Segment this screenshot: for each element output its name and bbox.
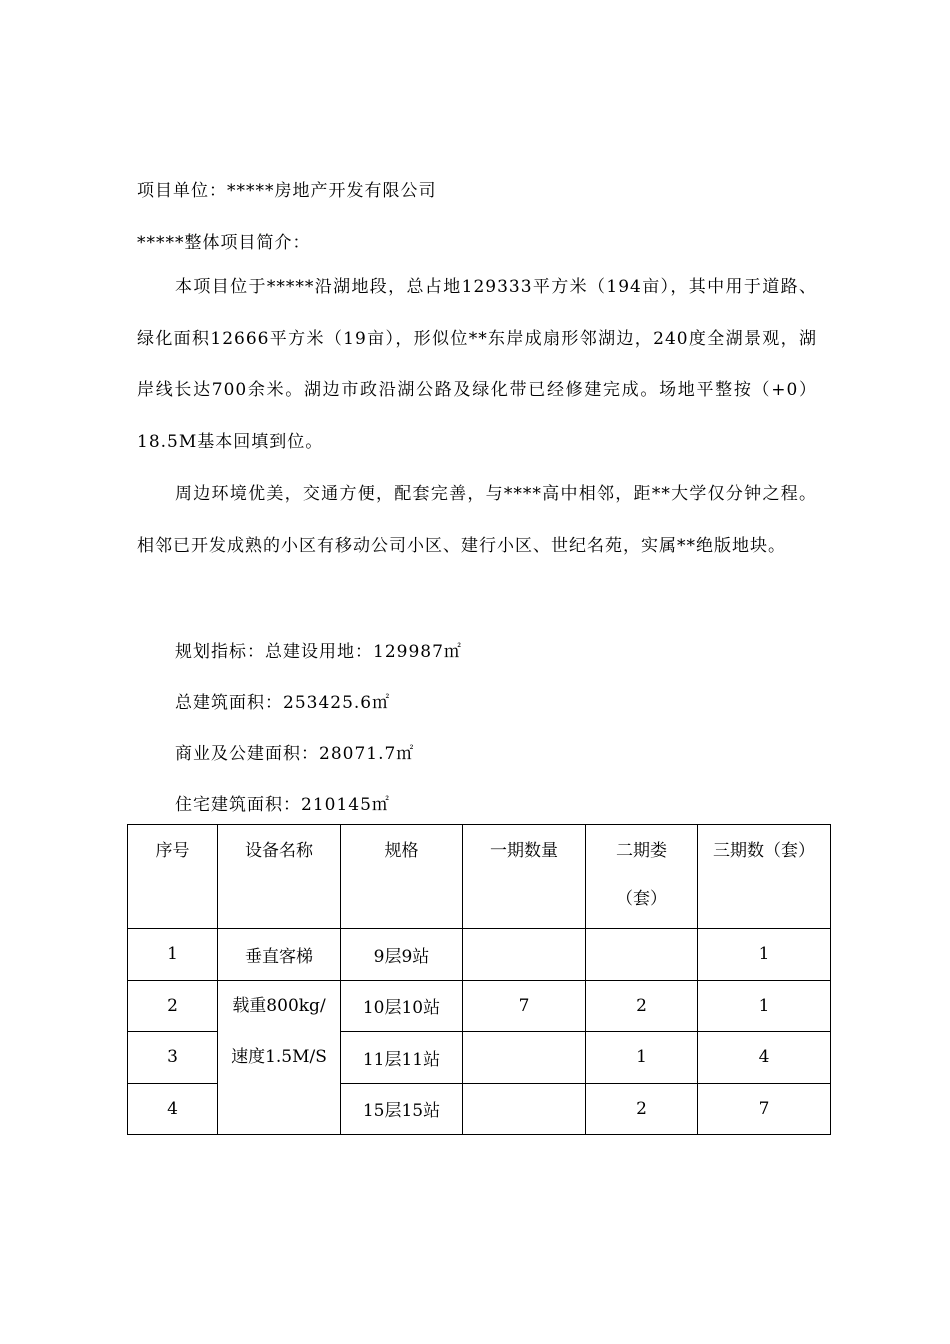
merged-name-line1: 载重800kg/	[232, 995, 326, 1016]
cell-name: 垂直客梯	[218, 929, 341, 981]
cell-spec: 15层15站	[341, 1083, 463, 1135]
cell-spec: 10层10站	[341, 980, 463, 1032]
cell-phase1	[463, 1083, 586, 1135]
cell-phase1	[463, 929, 586, 981]
cell-phase2: 2	[586, 980, 698, 1032]
header-spec: 规格	[341, 825, 463, 929]
total-area: 总建筑面积：253425.6㎡	[175, 693, 391, 713]
header-phase3: 三期数（套）	[698, 825, 831, 929]
cell-name-merged	[218, 980, 341, 1135]
paragraph-surroundings-text: 周边环境优美，交通方便，配套完善，与****高中相邻，距**大学仅分钟之程。相邻已开发成熟的小区有移动公司小区、建行小区、世纪名苑，实属**绝版地块。	[137, 484, 817, 556]
cell-no: 2	[128, 980, 218, 1032]
commercial-area: 商业及公建面积：28071.7㎡	[175, 744, 415, 764]
cell-phase3: 1	[698, 980, 831, 1032]
cell-phase2	[586, 929, 698, 981]
cell-phase3: 4	[698, 1032, 831, 1084]
header-phase2: 二期娄 （套）	[586, 825, 698, 929]
paragraph-surroundings	[137, 469, 817, 572]
cell-phase1: 7	[463, 980, 586, 1032]
planning-indicator: 规划指标：总建设用地：129987㎡	[175, 642, 462, 662]
paragraph-location-text: 本项目位于*****沿湖地段，总占地129333平方米（194亩），其中用于道路、绿化面积12666平方米（19亩），形似位**东岸成扇形邻湖边，240度全湖景观，湖岸线长达700余米。湖边市政沿湖公路及绿化带已经修建完成。场地平整按（+0）18.5M基本回填到位。	[137, 277, 817, 452]
cell-phase2: 1	[586, 1032, 698, 1084]
header-phase1: 一期数量	[463, 825, 586, 929]
table-row	[128, 980, 831, 1032]
cell-spec: 9层9站	[341, 929, 463, 981]
equipment-table	[127, 824, 831, 1135]
cell-no: 3	[128, 1032, 218, 1084]
cell-no: 4	[128, 1083, 218, 1135]
cell-spec: 11层11站	[341, 1032, 463, 1084]
cell-phase1	[463, 1032, 586, 1084]
table-row	[128, 929, 831, 981]
company-line: 项目单位：*****房地产开发有限公司	[137, 181, 437, 201]
cell-phase2: 2	[586, 1083, 698, 1135]
paragraph-location	[137, 262, 817, 468]
table-header-row	[128, 825, 831, 929]
merged-name-line2: 速度1.5M/S	[231, 1047, 327, 1067]
cell-phase3: 1	[698, 929, 831, 981]
header-name: 设备名称	[218, 825, 341, 929]
residential-area: 住宅建筑面积：210145㎡	[175, 795, 390, 815]
cell-no: 1	[128, 929, 218, 981]
cell-phase3: 7	[698, 1083, 831, 1135]
intro-title: *****整体项目简介：	[137, 233, 311, 253]
header-no: 序号	[128, 825, 218, 929]
